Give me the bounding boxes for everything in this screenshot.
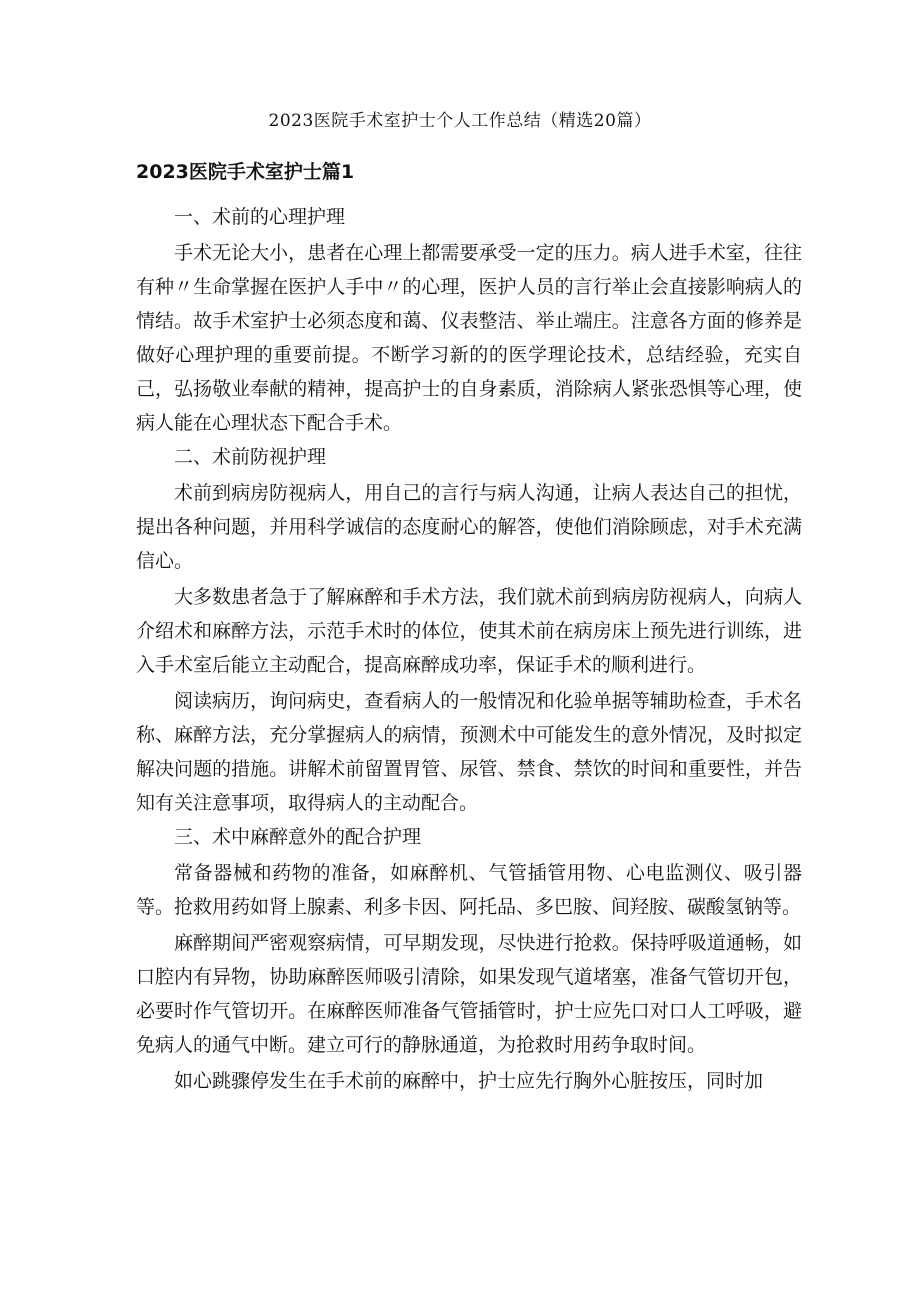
subheading-preoperative-visit-care: 二、术前防视护理 [174,446,327,468]
paragraph: 大多数患者急于了解麻醉和手术方法，我们就术前到病房防视病人，向病人介绍术和麻醉方法，示范手术时的体位，使其术前在病房床上预先进行训练，进入手术室后能立主动配合，提高麻醉成功率，保证手术的顺利进行。 [136,586,802,676]
subheading-preoperative-psychological-care: 一、术前的心理护理 [174,206,346,228]
paragraph: 手术无论大小，患者在心理上都需要承受一定的压力。病人进手术室，往往有种〃生命掌握在医护人手中〃的心理，医护人员的言行举止会直接影响病人的情结。故手术室护士必须态度和蔼、仪表整洁、举止端庄。注意各方面的修养是做好心理护理的重要前提。不断学习新的的医学理论技术，总结经验，充实自己，弘扬敬业奉献的精神，提高护士的自身素质，消除病人紧张恐惧等心理，使病人能在心理状态下配合手术。 [136,242,802,434]
subheading-intraoperative-anesthesia-care: 三、术中麻醉意外的配合护理 [174,826,422,848]
paragraph: 麻醉期间严密观察病情，可早期发现，尽快进行抢救。保持呼吸道通畅，如口腔内有异物，协助麻醉医师吸引清除，如果发现气道堵塞，准备气管切开包，必要时作气管切开。在麻醉医师准备气管插管时，护士应先口对口人工呼吸，避免病人的通气中断。建立可行的静脉通道，为抢救时用药争取时间。 [136,932,802,1056]
paragraph: 常备器械和药物的准备，如麻醉机、气管插管用物、心电监测仪、吸引器等。抢救用药如肾上腺素、利多卡因、阿托品、多巴胺、间羟胺、碳酸氢钠等。 [136,862,802,918]
section-title: 2023医院手术室护士篇1 [136,161,355,183]
paragraph: 阅读病历，询问病史，查看病人的一般情况和化验单据等辅助检查，手术名称、麻醉方法，充分掌握病人的病情，预测术中可能发生的意外情况，及时拟定解决问题的措施。讲解术前留置胃管、尿管、禁食、禁饮的时间和重要性，并告知有关注意事项，取得病人的主动配合。 [136,690,802,814]
paragraph: 如心跳骤停发生在手术前的麻醉中，护士应先行胸外心脏按压，同时加 [174,1070,764,1092]
document-title: 2023医院手术室护士个人工作总结（精选20篇） [268,111,652,131]
paragraph: 术前到病房防视病人，用自己的言行与病人沟通，让病人表达自己的担忧，提出各种问题，并用科学诚信的态度耐心的解答，使他们消除顾虑，对手术充满信心。 [136,482,802,572]
document-body [136,200,802,1098]
